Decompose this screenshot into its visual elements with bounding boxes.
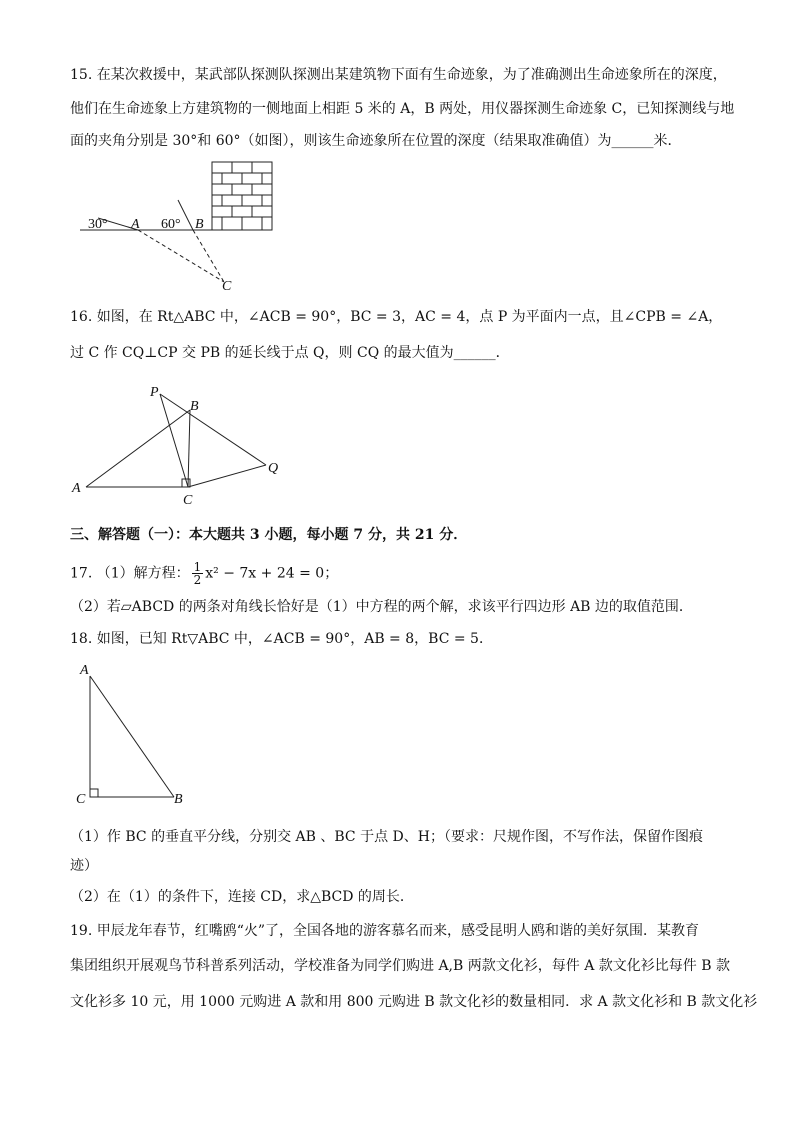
- segment-ab: [90, 676, 174, 797]
- segment-pq: [160, 394, 266, 465]
- angle-30-label: 30°: [88, 217, 108, 232]
- point-p-label: P: [150, 385, 159, 400]
- q17-text-line-2: （2）若▱ABCD 的两条对角线长恰好是（1）中方程的两个解，求该平行四边形 AB 边的取值范围．: [70, 599, 693, 615]
- building-brick-wall: [212, 162, 272, 230]
- angle-60-label: 60°: [161, 217, 181, 232]
- right-angle-mark: [90, 789, 98, 797]
- detect-line-a-dashed: [138, 230, 224, 282]
- q18-text-line-4: （2）在（1）的条件下，连接 CD，求△BCD 的周长．: [70, 889, 414, 905]
- q18-figure: [70, 660, 200, 810]
- detect-line-b-dashed: [193, 230, 224, 282]
- q15-text-line-1: 15. 在某次救援中，某武部队探测队探测出某建筑物下面有生命迹象，为了准确测出生命迹象所在的深度，: [70, 67, 727, 83]
- q15-text-line-2: 他们在生命迹象上方建筑物的一侧地面上相距 5 米的 A，B 两处，用仪器探测生命迹象 C，已知探测线与地: [70, 101, 735, 117]
- section-3-heading: 三、解答题（一）：本大题共 3 小题，每小题 7 分，共 21 分．: [70, 527, 468, 543]
- fraction-numerator: 1: [193, 560, 202, 574]
- q15-text-line-3: 面的夹角分别是 30°和 60°（如图），则该生命迹象所在位置的深度（结果取准确值）为______米．: [70, 133, 682, 149]
- q19-text-line-3: 文化衫多 10 元，用 1000 元购进 A 款和用 800 元购进 B 款文化衫的数量相同．求 A 款文化衫和 B 款文化衫: [70, 994, 758, 1010]
- point-c-label: C: [222, 279, 232, 294]
- point-q-label: Q: [268, 461, 279, 476]
- q17-equation: x² − 7x + 24 = 0；: [205, 565, 339, 582]
- segment-ab: [86, 410, 190, 487]
- q18-text-line-2: （1）作 BC 的垂直平分线，分别交 AB 、BC 于点 D、H；（要求：尺规作图，不写作法，保留作图痕: [70, 829, 703, 845]
- fraction-half: [192, 561, 204, 586]
- point-b-label: B: [190, 399, 199, 414]
- q19-text-line-1: 19. 甲辰龙年春节，红嘴鸥“火”了，全国各地的游客慕名而来，感受昆明人鸥和谐的美好氛围．某教育: [70, 923, 700, 939]
- point-c-label: C: [76, 792, 86, 807]
- point-a-label: A: [72, 481, 81, 496]
- q16-text-line-1: 16. 如图，在 Rt△ABC 中，∠ACB = 90°，BC = 3，AC = 4，点 P 为平面内一点，且∠CPB = ∠A，: [70, 309, 723, 325]
- q16-figure: [70, 380, 300, 510]
- segment-bc: [188, 410, 190, 487]
- fraction-denominator: 2: [193, 573, 202, 587]
- point-b-label: B: [174, 792, 183, 807]
- segment-cq: [188, 465, 266, 487]
- point-a-label: A: [131, 217, 140, 232]
- point-c-label: C: [183, 493, 193, 508]
- q15-figure: [78, 158, 288, 298]
- q16-text-line-2: 过 C 作 CQ⊥CP 交 PB 的延长线于点 Q，则 CQ 的最大值为______．: [70, 345, 510, 361]
- point-a-label: A: [80, 663, 89, 678]
- q18-text-line-3: 迹）: [70, 858, 98, 874]
- segment-pc: [160, 394, 188, 487]
- q18-text-line-1: 18. 如图，已知 Rt▽ABC 中，∠ACB = 90°，AB = 8，BC = 5．: [70, 631, 493, 647]
- point-b-label: B: [195, 217, 204, 232]
- q17-text-line-1: [70, 561, 730, 586]
- q19-text-line-2: 集团组织开展观鸟节科普系列活动，学校准备为同学们购进 A,B 两款文化衫，每件 A 款文化衫比每件 B 款: [70, 958, 730, 974]
- q17-prefix: 17. （1）解方程：: [70, 565, 190, 582]
